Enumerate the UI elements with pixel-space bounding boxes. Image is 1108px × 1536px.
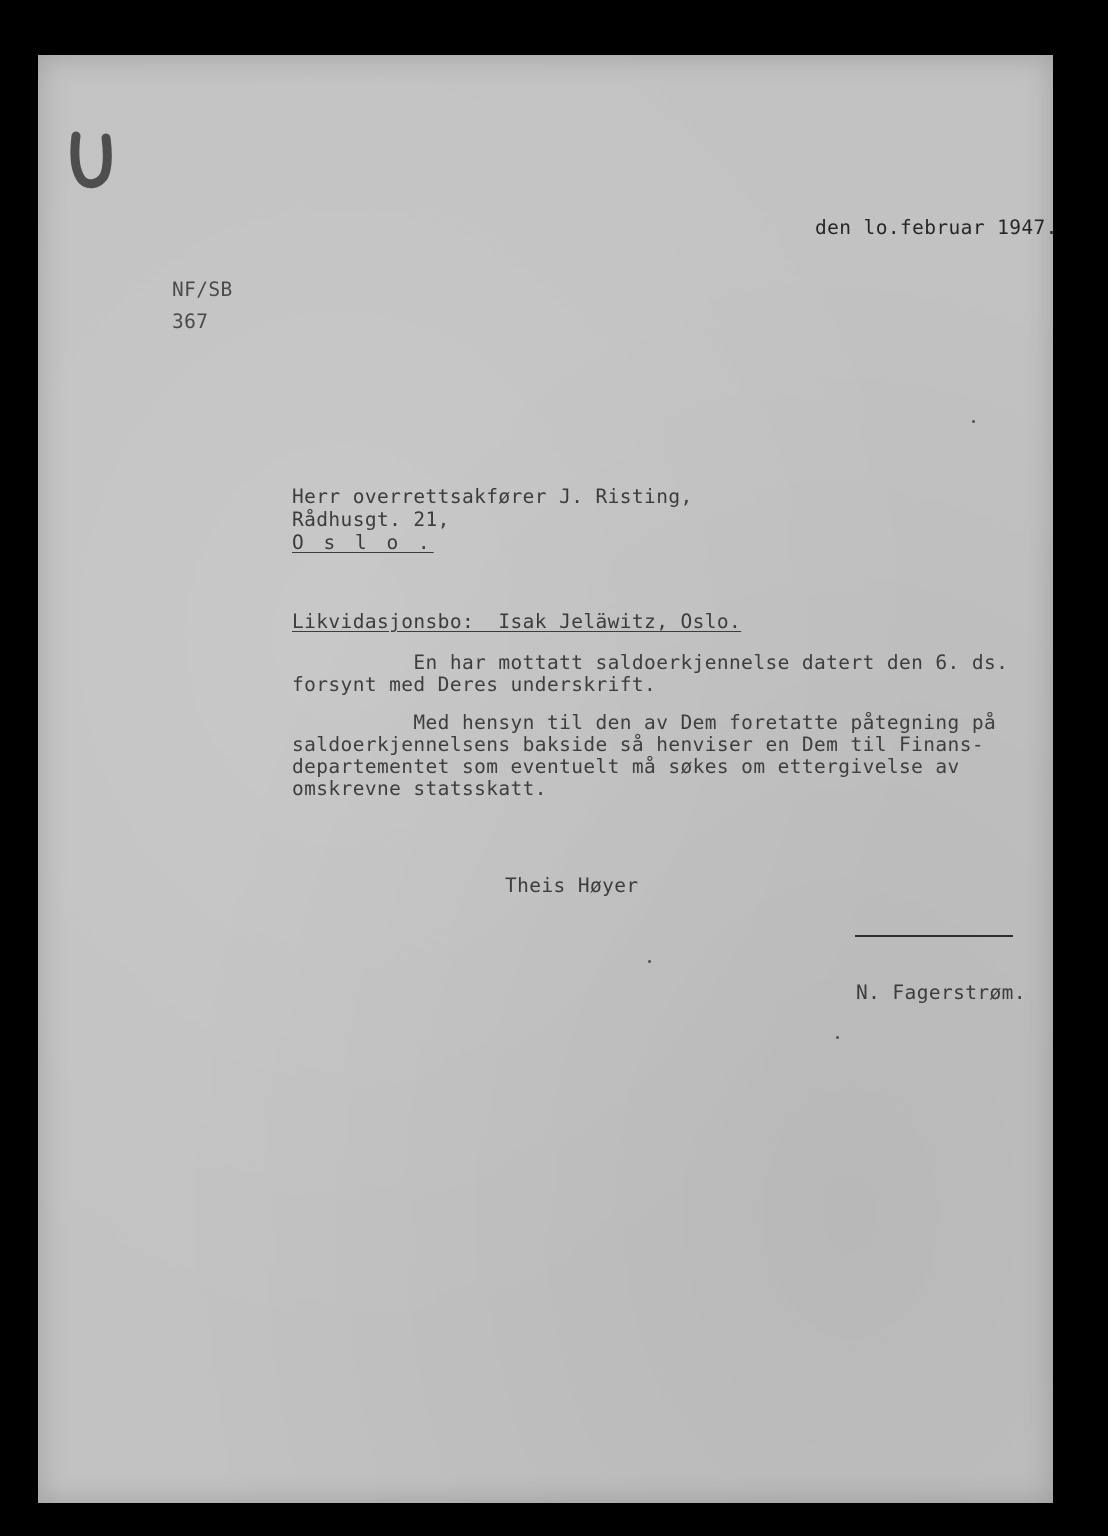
signature-line <box>855 935 1013 937</box>
reference-initials: NF/SB <box>172 278 233 301</box>
handwritten-u-mark <box>68 130 116 190</box>
body-paragraph-1: En har mottatt saldoerkjennelse datert den 6. ds. forsynt med Deres underskrift. <box>292 651 1009 696</box>
paper-speck <box>972 420 975 423</box>
recipient-name: Herr overrettsakfører J. Risting, <box>292 485 693 508</box>
letter-subject: Likvidasjonsbo: Isak Jeläwitz, Oslo. <box>292 610 742 633</box>
signatory-2: N. Fagerstrøm. <box>856 981 1026 1004</box>
recipient-city: O s l o . <box>292 531 434 554</box>
paper-speck <box>836 1036 839 1039</box>
letter-date: den lo.februar 1947. <box>815 216 1058 239</box>
reference-number: 367 <box>172 310 209 333</box>
paper-speck <box>648 960 651 963</box>
body-paragraph-2: Med hensyn til den av Dem foretatte påtegning på saldoerkjennelsens bakside så henviser en Dem til Finans- departementet som eventuelt må søkes om ettergivelse av omskrevne statsskatt. <box>292 711 997 800</box>
recipient-street: Rådhusgt. 21, <box>292 508 450 531</box>
signatory-1: Theis Høyer <box>505 874 639 897</box>
